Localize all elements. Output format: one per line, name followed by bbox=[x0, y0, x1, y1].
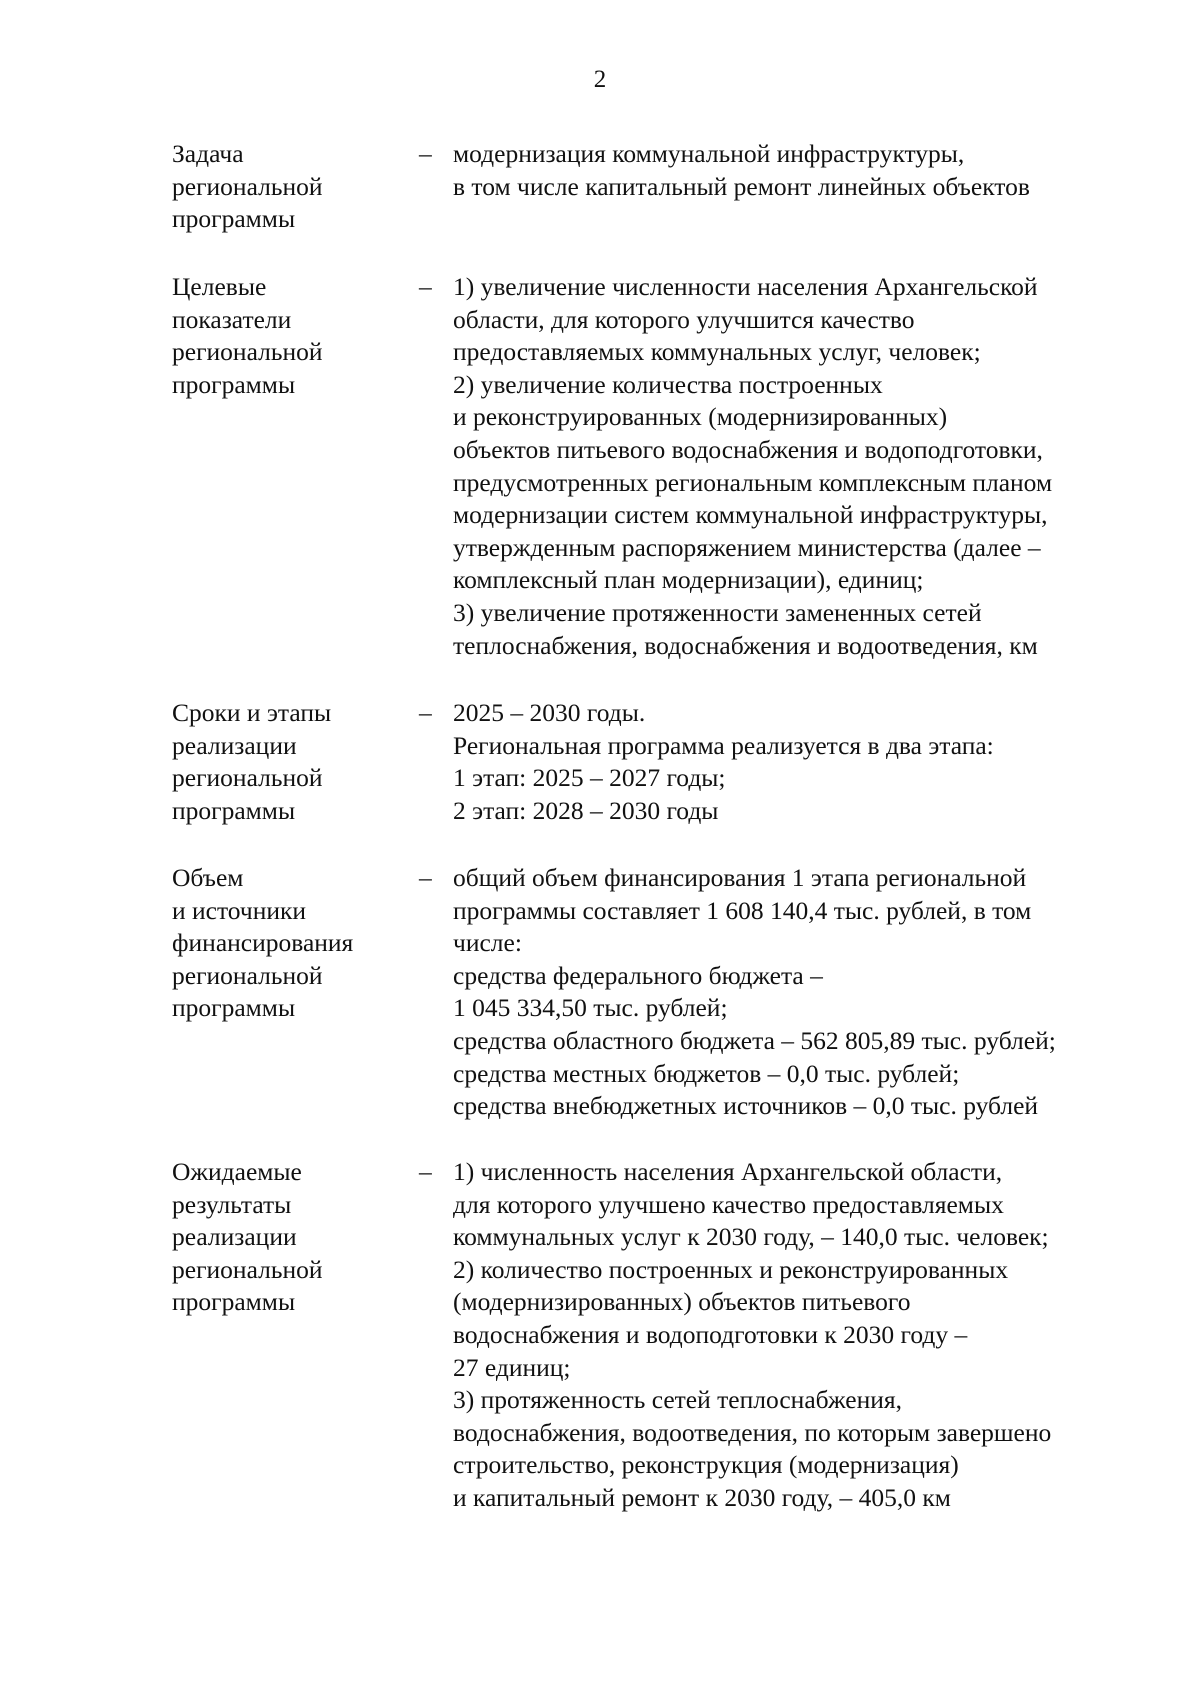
dash-separator: – bbox=[419, 139, 432, 168]
section-label bbox=[172, 1156, 412, 1319]
body-line: предоставляемых коммунальных услуг, человек; bbox=[453, 337, 981, 367]
body-line: утвержденным распоряжением министерства (далее – bbox=[453, 532, 1041, 562]
body-line: (модернизированных) объектов питьевого bbox=[453, 1287, 911, 1317]
body-line: средства внебюджетных источников – 0,0 тыс. рублей bbox=[453, 1091, 1039, 1121]
label-line: региональной bbox=[172, 171, 323, 201]
label-line: финансирования bbox=[172, 928, 354, 958]
body-line: теплоснабжения, водоснабжения и водоотведения, км bbox=[453, 630, 1038, 660]
body-line: 2025 – 2030 годы. bbox=[453, 698, 646, 727]
section-body bbox=[453, 1156, 1153, 1515]
body-line: 3) протяженность сетей теплоснабжения, bbox=[453, 1385, 902, 1415]
label-line: программы bbox=[172, 993, 296, 1023]
dash-separator: – bbox=[419, 1157, 432, 1186]
label-line: показатели bbox=[172, 304, 292, 334]
body-line: средства местных бюджетов – 0,0 тыс. рублей; bbox=[453, 1058, 960, 1088]
section-body bbox=[453, 697, 1153, 827]
body-line: и реконструированных (модернизированных) bbox=[453, 402, 948, 432]
dash-separator: – bbox=[419, 863, 432, 892]
section-body bbox=[453, 271, 1153, 662]
body-line: 2) количество построенных и реконструированных bbox=[453, 1254, 1009, 1284]
body-line: водоснабжения и водоподготовки к 2030 году – bbox=[453, 1319, 968, 1349]
label-line: программы bbox=[172, 369, 296, 399]
label-line: Ожидаемые bbox=[172, 1157, 302, 1186]
section-label bbox=[172, 862, 412, 1025]
label-line: региональной bbox=[172, 1254, 323, 1284]
body-line: для которого улучшено качество предоставляемых bbox=[453, 1189, 1004, 1219]
label-line: региональной bbox=[172, 763, 323, 793]
label-line: программы bbox=[172, 1287, 296, 1317]
section-body bbox=[453, 138, 1153, 203]
body-line: водоснабжения, водоотведения, по которым завершено bbox=[453, 1417, 1052, 1447]
section-label bbox=[172, 271, 412, 401]
page-number: 2 bbox=[593, 66, 607, 93]
label-line: программы bbox=[172, 204, 296, 234]
body-line: средства областного бюджета – 562 805,89 тыс. рублей; bbox=[453, 1025, 1056, 1055]
dash-separator: – bbox=[419, 272, 432, 301]
label-line: программы bbox=[172, 795, 296, 825]
body-line: 1) увеличение численности населения Архангельской bbox=[453, 272, 1038, 301]
dash-separator: – bbox=[419, 698, 432, 727]
body-line: строительство, реконструкция (модернизация) bbox=[453, 1450, 959, 1480]
body-line: модернизации систем коммунальной инфраструктуры, bbox=[453, 500, 1048, 530]
body-line: коммунальных услуг к 2030 году, – 140,0 тыс. человек; bbox=[453, 1222, 1049, 1252]
label-line: региональной bbox=[172, 337, 323, 367]
section-body bbox=[453, 862, 1153, 1123]
body-line: 1 этап: 2025 – 2027 годы; bbox=[453, 763, 726, 793]
body-line: 2 этап: 2028 – 2030 годы bbox=[453, 795, 719, 825]
section-label bbox=[172, 138, 412, 236]
body-line: 1) численность населения Архангельской области, bbox=[453, 1157, 1003, 1186]
body-line: 3) увеличение протяженности замененных сетей bbox=[453, 597, 982, 627]
label-line: региональной bbox=[172, 960, 323, 990]
body-line: 2) увеличение количества построенных bbox=[453, 369, 883, 399]
body-line: программы составляет 1 608 140,4 тыс. рублей, в том bbox=[453, 895, 1032, 925]
label-line: реализации bbox=[172, 1222, 297, 1252]
label-line: Задача bbox=[172, 139, 244, 168]
body-line: общий объем финансирования 1 этапа региональной bbox=[453, 863, 1027, 892]
body-line: в том числе капитальный ремонт линейных объектов bbox=[453, 171, 1030, 201]
label-line: Целевые bbox=[172, 272, 267, 301]
label-line: результаты bbox=[172, 1189, 292, 1219]
label-line: Объем bbox=[172, 863, 244, 892]
body-line: числе: bbox=[453, 928, 522, 958]
body-line: объектов питьевого водоснабжения и водоподготовки, bbox=[453, 434, 1043, 464]
body-line: области, для которого улучшится качество bbox=[453, 304, 915, 334]
body-line: предусмотренных региональным комплексным планом bbox=[453, 467, 1053, 497]
section-label bbox=[172, 697, 412, 827]
label-line: Сроки и этапы bbox=[172, 698, 332, 727]
body-line: 1 045 334,50 тыс. рублей; bbox=[453, 993, 728, 1023]
body-line: Региональная программа реализуется в два этапа: bbox=[453, 730, 994, 760]
label-line: и источники bbox=[172, 895, 307, 925]
body-line: модернизация коммунальной инфраструктуры, bbox=[453, 139, 965, 168]
body-line: средства федерального бюджета – bbox=[453, 960, 823, 990]
body-line: комплексный план модернизации), единиц; bbox=[453, 565, 924, 595]
label-line: реализации bbox=[172, 730, 297, 760]
body-line: 27 единиц; bbox=[453, 1352, 571, 1382]
body-line: и капитальный ремонт к 2030 году, – 405,0 км bbox=[453, 1482, 951, 1512]
